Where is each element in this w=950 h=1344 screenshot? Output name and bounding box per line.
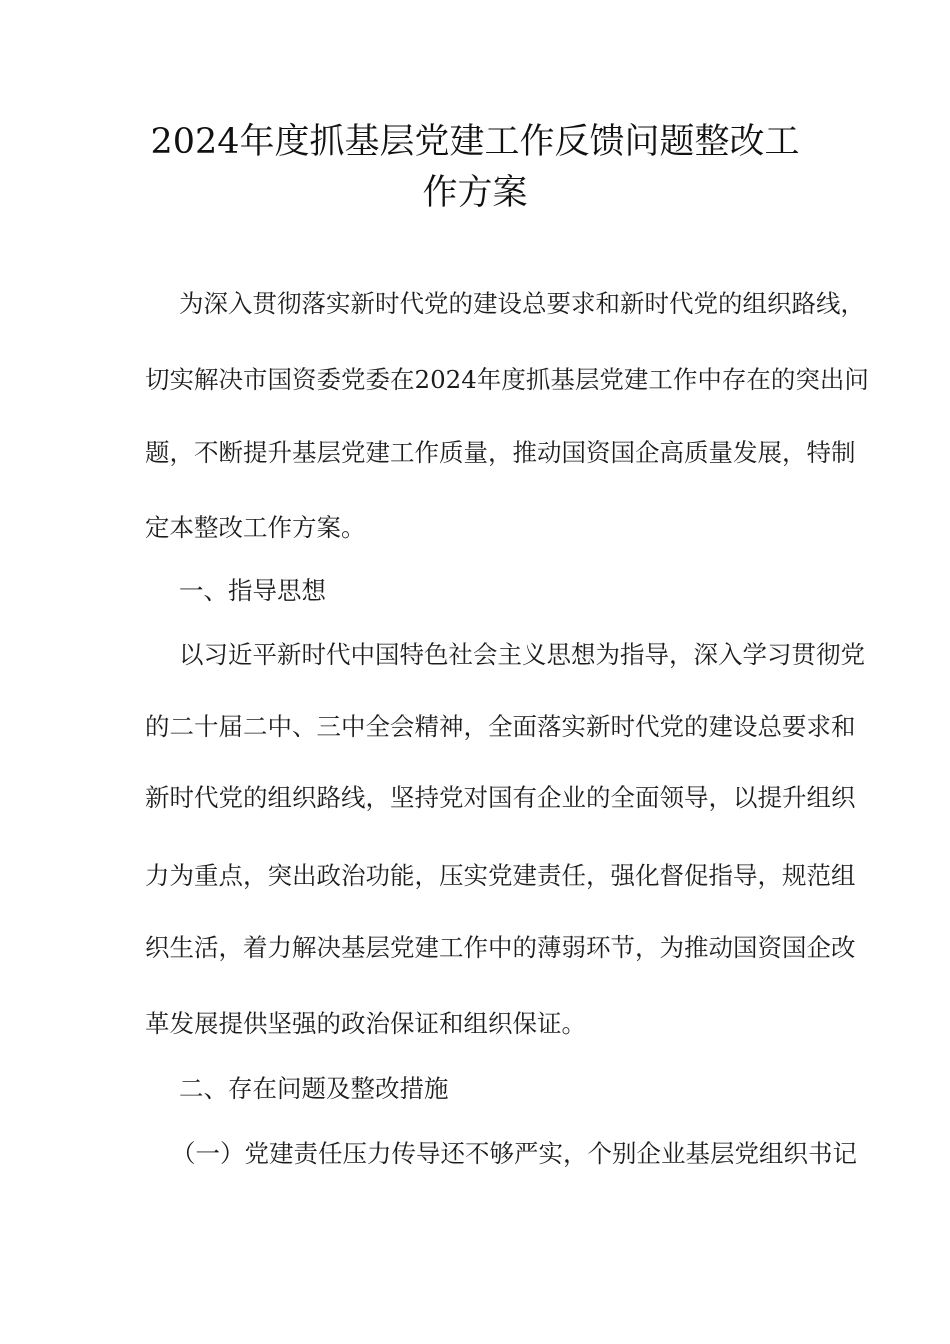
guiding-paragraph-line-5: 织生活，着力解决基层党建工作中的薄弱环节，为推动国资国企改 [145,933,856,962]
guiding-paragraph-line-4: 力为重点，突出政治功能，压实党建责任，强化督促指导，规范组 [145,861,856,890]
guiding-paragraph-line-1: 以习近平新时代中国特色社会主义思想为指导，深入学习贯彻党 [179,640,865,669]
intro-paragraph-line-2: 切实解决市国资委党委在2024年度抓基层党建工作中存在的突出问 [145,365,869,394]
intro-paragraph-line-4: 定本整改工作方案。 [145,513,366,542]
guiding-paragraph-line-2: 的二十届二中、三中全会精神，全面落实新时代党的建设总要求和 [145,712,856,741]
intro-paragraph-line-1: 为深入贯彻落实新时代党的建设总要求和新时代党的组织路线， [179,289,865,318]
section-heading-guiding-ideology: 一、指导思想 [179,576,326,605]
document-title-line-1: 2024年度抓基层党建工作反馈问题整改工 [150,122,800,162]
section-heading-problems-and-measures: 二、存在问题及整改措施 [179,1074,449,1103]
document-title-line-2: 作方案 [422,173,528,213]
intro-paragraph-line-3: 题，不断提升基层党建工作质量，推动国资国企高质量发展，特制 [145,438,856,467]
problem-1-line-1: （一）党建责任压力传导还不够严实，个别企业基层党组织书记 [171,1139,857,1168]
guiding-paragraph-line-6: 革发展提供坚强的政治保证和组织保证。 [145,1009,586,1038]
guiding-paragraph-line-3: 新时代党的组织路线，坚持党对国有企业的全面领导，以提升组织 [145,783,856,812]
